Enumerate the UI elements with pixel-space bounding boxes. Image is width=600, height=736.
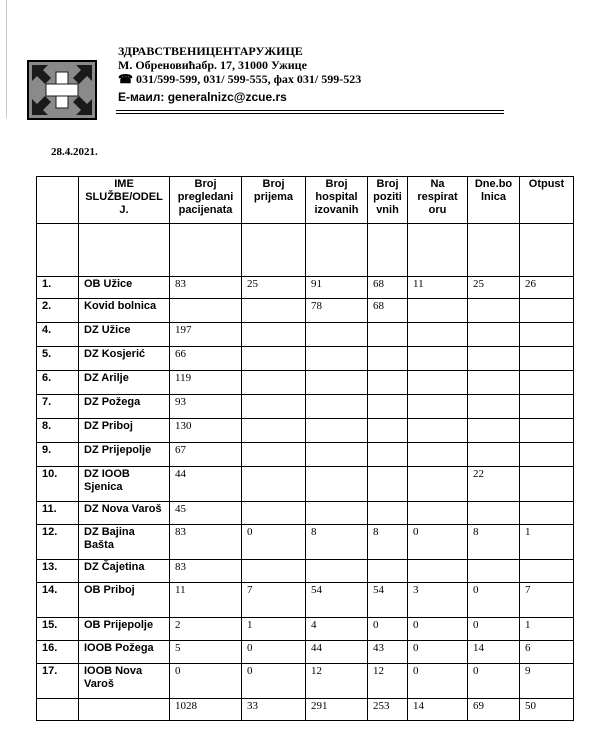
- row-number: 7.: [37, 395, 79, 419]
- table-cell: [468, 560, 520, 583]
- service-name: DZ Užice: [79, 323, 170, 347]
- service-name: DZ Prijepolje: [79, 443, 170, 467]
- table-cell: [520, 395, 574, 419]
- table-cell: [242, 467, 306, 502]
- table-cell: 22: [468, 467, 520, 502]
- table-cell: 54: [306, 583, 368, 618]
- totals-row: [37, 699, 574, 721]
- table-cell: [468, 395, 520, 419]
- table-cell: [520, 560, 574, 583]
- table-cell: 5: [170, 641, 242, 664]
- service-name: DZ Arilje: [79, 371, 170, 395]
- row-number: 11.: [37, 502, 79, 525]
- table-cell: [242, 560, 306, 583]
- row-number: 9.: [37, 443, 79, 467]
- row-number: 10.: [37, 467, 79, 502]
- service-name: DZ IOOB Sjenica: [79, 467, 170, 502]
- header-rule: [116, 113, 504, 114]
- table-cell: [520, 467, 574, 502]
- report-table: [36, 176, 574, 721]
- phone-icon: ☎: [118, 72, 133, 86]
- table-cell: 7: [520, 583, 574, 618]
- service-name: DZ Kosjerić: [79, 347, 170, 371]
- service-name: OB Prijepolje: [79, 618, 170, 641]
- table-cell: [520, 299, 574, 323]
- table-cell: 43: [368, 641, 408, 664]
- table-row: [37, 502, 574, 525]
- table-row: [37, 395, 574, 419]
- table-cell: [306, 371, 368, 395]
- row-number: 1.: [37, 277, 79, 299]
- column-header: Broj poziti vnih: [368, 177, 408, 224]
- table-cell: 0: [368, 618, 408, 641]
- total-cell: 14: [408, 699, 468, 721]
- row-number: 17.: [37, 664, 79, 699]
- table-cell: 6: [520, 641, 574, 664]
- table-cell: [408, 323, 468, 347]
- table-cell: [468, 299, 520, 323]
- org-phone: 031/599-599, 031/ 599-555, фах 031/ 599-523: [132, 72, 362, 86]
- table-cell: [408, 443, 468, 467]
- table-cell: [306, 419, 368, 443]
- table-row: [37, 467, 574, 502]
- table-cell: [408, 467, 468, 502]
- table-cell: 68: [368, 299, 408, 323]
- table-row: [37, 560, 574, 583]
- table-cell: 83: [170, 277, 242, 299]
- table-row: [37, 347, 574, 371]
- table-cell: [368, 323, 408, 347]
- table-cell: [242, 443, 306, 467]
- table-cell: 1: [520, 618, 574, 641]
- table-cell: 8: [368, 525, 408, 560]
- table-cell: [242, 419, 306, 443]
- table-cell: [306, 395, 368, 419]
- table-cell: [408, 299, 468, 323]
- column-header: Otpust: [520, 177, 574, 224]
- table-cell: [242, 323, 306, 347]
- row-number: 4.: [37, 323, 79, 347]
- table-cell: 44: [170, 467, 242, 502]
- table-cell: [368, 347, 408, 371]
- table-cell: [368, 419, 408, 443]
- table-cell: [368, 467, 408, 502]
- table-cell: 0: [242, 664, 306, 699]
- service-name: IOOB Nova Varoš: [79, 664, 170, 699]
- total-cell: 1028: [170, 699, 242, 721]
- table-cell: [408, 347, 468, 371]
- org-phone-line: [118, 72, 361, 86]
- row-number: 6.: [37, 371, 79, 395]
- table-cell: 7: [242, 583, 306, 618]
- table-cell: 0: [408, 664, 468, 699]
- column-header: Na respirat oru: [408, 177, 468, 224]
- row-number: 8.: [37, 419, 79, 443]
- table-cell: [520, 419, 574, 443]
- table-cell: [368, 560, 408, 583]
- table-cell: [468, 323, 520, 347]
- table-cell: 25: [242, 277, 306, 299]
- org-email: Е-маил: generalnizc@zcue.rs: [118, 90, 287, 104]
- table-cell: 25: [468, 277, 520, 299]
- table-cell: 197: [170, 323, 242, 347]
- table-header-row: [37, 177, 574, 224]
- table-cell: 130: [170, 419, 242, 443]
- table-cell: 2: [170, 618, 242, 641]
- table-cell: 12: [368, 664, 408, 699]
- table-cell: 11: [170, 583, 242, 618]
- table-cell: 4: [306, 618, 368, 641]
- service-name: DZ Čajetina: [79, 560, 170, 583]
- row-number: 13.: [37, 560, 79, 583]
- total-cell: 33: [242, 699, 306, 721]
- table-row: [37, 583, 574, 618]
- table-cell: 1: [520, 525, 574, 560]
- table-cell: 78: [306, 299, 368, 323]
- table-cell: [408, 419, 468, 443]
- table-row: [37, 641, 574, 664]
- table-cell: [37, 699, 79, 721]
- table-cell: [170, 299, 242, 323]
- service-name: DZ Bajina Bašta: [79, 525, 170, 560]
- table-cell: [408, 395, 468, 419]
- table-cell: 0: [408, 618, 468, 641]
- table-cell: [79, 699, 170, 721]
- health-cross-arrows-icon: [29, 62, 95, 118]
- row-number: 15.: [37, 618, 79, 641]
- table-row: [37, 664, 574, 699]
- table-cell: 0: [468, 583, 520, 618]
- logo: [27, 60, 97, 120]
- total-cell: 253: [368, 699, 408, 721]
- table-cell: 83: [170, 560, 242, 583]
- table-cell: [306, 443, 368, 467]
- report-date: 28.4.2021.: [51, 146, 98, 158]
- column-header: Broj pregledani pacijenata: [170, 177, 242, 224]
- row-number: 5.: [37, 347, 79, 371]
- blank-row: [37, 224, 574, 277]
- service-name: DZ Priboj: [79, 419, 170, 443]
- table-cell: 45: [170, 502, 242, 525]
- table-cell: [408, 502, 468, 525]
- org-address: М. Обреновићабр. 17, 31000 Ужице: [118, 58, 307, 72]
- table-cell: [306, 502, 368, 525]
- table-cell: 0: [170, 664, 242, 699]
- table-cell: 93: [170, 395, 242, 419]
- table-cell: 83: [170, 525, 242, 560]
- row-number: 12.: [37, 525, 79, 560]
- row-number: 14.: [37, 583, 79, 618]
- table-cell: 0: [242, 525, 306, 560]
- service-name: IOOB Požega: [79, 641, 170, 664]
- column-header: Broj prijema: [242, 177, 306, 224]
- row-number: 2.: [37, 299, 79, 323]
- table-cell: 66: [170, 347, 242, 371]
- service-name: OB Priboj: [79, 583, 170, 618]
- table-cell: 0: [468, 664, 520, 699]
- column-header: Broj hospital izovanih: [306, 177, 368, 224]
- table-cell: [408, 560, 468, 583]
- table-cell: [520, 443, 574, 467]
- table-cell: [468, 419, 520, 443]
- service-name: OB Užice: [79, 277, 170, 299]
- table-cell: 8: [468, 525, 520, 560]
- table-cell: 0: [408, 525, 468, 560]
- table-row: [37, 443, 574, 467]
- total-cell: 69: [468, 699, 520, 721]
- page-margin-line: [6, 0, 7, 118]
- table-cell: 1: [242, 618, 306, 641]
- table-cell: 9: [520, 664, 574, 699]
- service-name: DZ Požega: [79, 395, 170, 419]
- table-cell: [306, 347, 368, 371]
- table-cell: 26: [520, 277, 574, 299]
- total-cell: 50: [520, 699, 574, 721]
- service-name: Kovid bolnica: [79, 299, 170, 323]
- table-cell: [306, 323, 368, 347]
- table-cell: [368, 371, 408, 395]
- table-cell: [468, 347, 520, 371]
- table-cell: 54: [368, 583, 408, 618]
- row-number: 16.: [37, 641, 79, 664]
- table-row: [37, 323, 574, 347]
- table-cell: [468, 371, 520, 395]
- table-cell: 0: [242, 641, 306, 664]
- table-cell: 12: [306, 664, 368, 699]
- table-cell: 8: [306, 525, 368, 560]
- column-header: Dne.bo lnica: [468, 177, 520, 224]
- table-cell: 14: [468, 641, 520, 664]
- table-cell: [520, 371, 574, 395]
- header-rule: [116, 110, 504, 111]
- total-cell: 291: [306, 699, 368, 721]
- table-cell: 44: [306, 641, 368, 664]
- table-cell: [306, 467, 368, 502]
- table-cell: [242, 371, 306, 395]
- table-cell: [468, 443, 520, 467]
- table-row: [37, 419, 574, 443]
- org-name: ЗДРАВСТВЕНИЦЕНТАРУЖИЦЕ: [118, 44, 303, 58]
- table-cell: 91: [306, 277, 368, 299]
- table-cell: [242, 347, 306, 371]
- table-cell: [306, 560, 368, 583]
- table-cell: [520, 502, 574, 525]
- service-name: DZ Nova Varoš: [79, 502, 170, 525]
- table-cell: 0: [408, 641, 468, 664]
- table-cell: 119: [170, 371, 242, 395]
- table-cell: [520, 347, 574, 371]
- table-cell: [368, 443, 408, 467]
- table-row: [37, 618, 574, 641]
- table-row: [37, 299, 574, 323]
- table-cell: 68: [368, 277, 408, 299]
- table-cell: [368, 395, 408, 419]
- table-cell: 67: [170, 443, 242, 467]
- table-cell: [242, 299, 306, 323]
- table-cell: [408, 371, 468, 395]
- table-cell: [368, 502, 408, 525]
- table-cell: [242, 502, 306, 525]
- table-cell: 0: [468, 618, 520, 641]
- column-header: IME SLUŽBE/ODEL J.: [79, 177, 170, 224]
- table-cell: [242, 395, 306, 419]
- table-cell: [520, 323, 574, 347]
- table-cell: [468, 502, 520, 525]
- table-row: [37, 371, 574, 395]
- header-number: [37, 177, 79, 224]
- table-cell: 11: [408, 277, 468, 299]
- table-row: [37, 277, 574, 299]
- table-cell: 3: [408, 583, 468, 618]
- table-row: [37, 525, 574, 560]
